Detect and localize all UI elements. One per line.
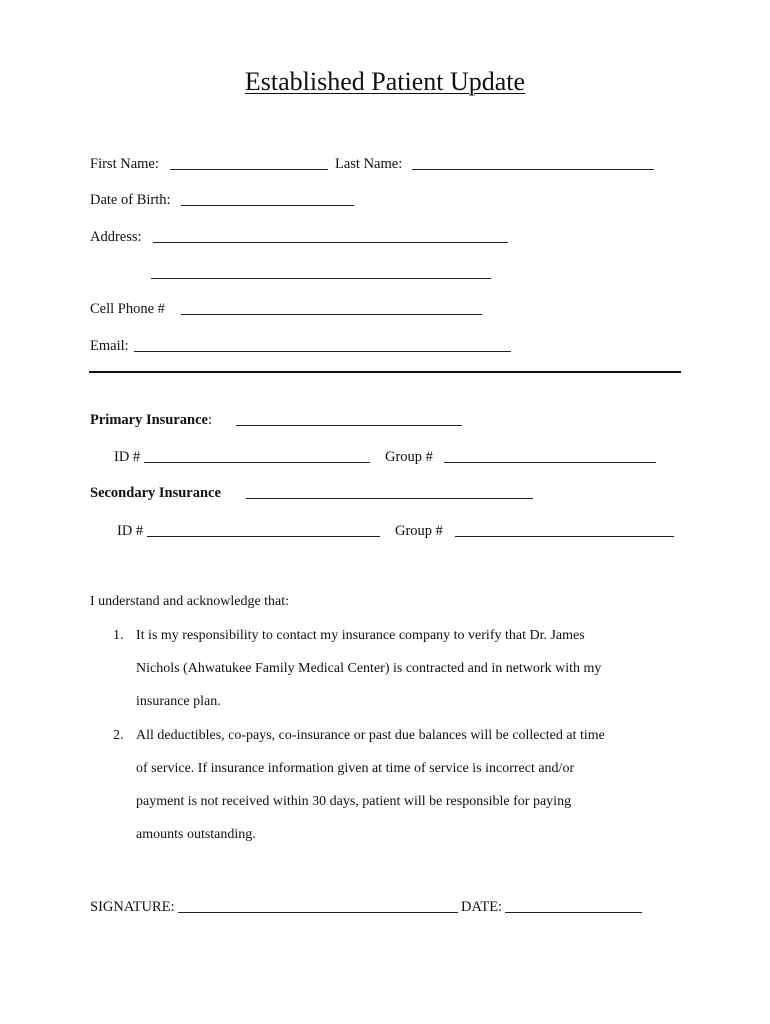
list-item-number: 2. xyxy=(113,728,124,743)
list-item-2-line-2: of service. If insurance information given at time of service is incorrect and/or xyxy=(136,761,575,776)
secondary-insurance-field[interactable] xyxy=(246,498,533,499)
date-label: DATE: xyxy=(461,899,503,915)
address-row-2 xyxy=(0,263,770,283)
secondary-group-label: Group # xyxy=(395,523,443,539)
name-row xyxy=(0,154,770,174)
signature-label: SIGNATURE: xyxy=(90,899,175,915)
date-field[interactable] xyxy=(505,912,642,913)
first-name-field[interactable] xyxy=(170,169,328,170)
address-field-line-2[interactable] xyxy=(151,278,491,279)
primary-insurance-row xyxy=(0,410,770,430)
list-item-number: 1. xyxy=(113,628,124,643)
primary-insurance-heading xyxy=(90,410,212,430)
list-item-1-line-1: It is my responsibility to contact my insurance company to verify that Dr. James xyxy=(136,628,585,643)
list-item-2-line-3: payment is not received within 30 days, patient will be responsible for paying xyxy=(136,794,572,809)
address-field-line-1[interactable] xyxy=(153,242,508,243)
secondary-insurance-label: Secondary Insurance xyxy=(90,485,221,501)
dob-label: Date of Birth: xyxy=(90,192,171,208)
secondary-id-label: ID # xyxy=(117,523,144,539)
cell-phone-field[interactable] xyxy=(181,314,482,315)
primary-id-field[interactable] xyxy=(144,462,370,463)
dob-field[interactable] xyxy=(181,205,354,206)
primary-id-label: ID # xyxy=(114,449,141,465)
email-label: Email: xyxy=(90,338,129,354)
address-row xyxy=(0,227,770,247)
secondary-insurance-row xyxy=(0,483,770,503)
list-item-2-line-4: amounts outstanding. xyxy=(136,827,256,842)
acknowledgement-intro: I understand and acknowledge that: xyxy=(90,594,290,609)
form-title: Established Patient Update xyxy=(244,67,526,96)
email-row xyxy=(0,336,770,356)
last-name-field[interactable] xyxy=(412,169,654,170)
secondary-id-row xyxy=(0,521,770,541)
cell-phone-label: Cell Phone # xyxy=(90,301,165,317)
primary-insurance-field[interactable] xyxy=(236,425,462,426)
dob-row xyxy=(0,190,770,210)
secondary-id-field[interactable] xyxy=(147,536,380,537)
primary-insurance-label: Primary Insurance xyxy=(90,412,208,428)
signature-row xyxy=(0,897,770,917)
section-divider xyxy=(89,371,681,373)
last-name-label: Last Name: xyxy=(335,156,403,172)
list-item-1-line-3: insurance plan. xyxy=(136,694,221,709)
primary-id-row xyxy=(0,447,770,467)
list-item-1-line-2: Nichols (Ahwatukee Family Medical Center) is contracted and in network with my xyxy=(136,661,602,676)
primary-group-label: Group # xyxy=(385,449,433,465)
list-item-2-line-1: All deductibles, co-pays, co-insurance or past due balances will be collected at time xyxy=(136,728,605,743)
signature-field[interactable] xyxy=(178,912,458,913)
address-label: Address: xyxy=(90,229,142,245)
primary-insurance-colon: : xyxy=(208,412,213,428)
first-name-label: First Name: xyxy=(90,156,159,172)
cell-phone-row xyxy=(0,299,770,319)
email-field[interactable] xyxy=(134,351,511,352)
primary-group-field[interactable] xyxy=(444,462,656,463)
secondary-group-field[interactable] xyxy=(455,536,674,537)
